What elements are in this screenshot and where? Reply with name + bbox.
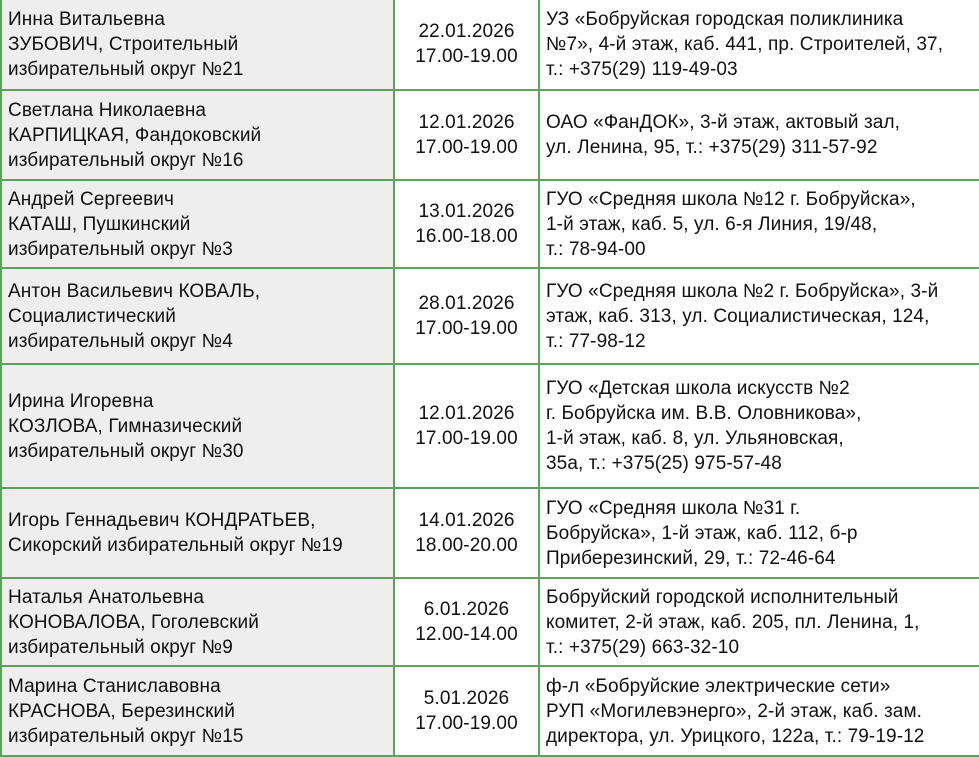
reception-date: 5.01.2026: [423, 688, 510, 709]
table-row: [1, 364, 979, 488]
location-cell: [539, 90, 979, 180]
name-line: Игорь Геннадьевич КОНДРАТЬЕВ,: [8, 510, 316, 531]
name-line: избирательный округ №9: [8, 636, 233, 658]
location-line: т.: 78-94-00: [546, 238, 646, 260]
name-line: Светлана Николаевна: [8, 99, 207, 121]
date-time-cell: [394, 268, 539, 364]
location-line: Приберезинский, 29, т.: 72-46-64: [546, 547, 836, 569]
date-time-cell: [394, 0, 539, 90]
location-line: ул. Ленина, 95, т.: +375(29) 311-57-92: [546, 137, 878, 158]
table-row: [1, 488, 979, 578]
location-line: ГУО «Детская школа искусств №2: [546, 378, 850, 399]
location-line: Бобруйска», 1-й этаж, каб. 112, б-р: [546, 522, 858, 544]
name-line: Наталья Анатольевна: [8, 586, 205, 608]
location-cell: [539, 268, 979, 364]
deputy-name-cell: [1, 180, 394, 268]
table-row: [1, 268, 979, 364]
location-line: комитет, 2-й этаж, каб. 205, пл. Ленина, 1,: [546, 611, 920, 633]
table-row: [1, 0, 979, 90]
reception-time: 17.00-19.00: [415, 137, 518, 158]
deputy-name-cell: [1, 0, 394, 90]
reception-time: 17.00-19.00: [415, 428, 518, 449]
location-line: УЗ «Бобруйская городская поликлиника: [546, 8, 904, 30]
location-line: №7», 4-й этаж, каб. 441, пр. Строителей, 37,: [546, 33, 944, 55]
location-line: Бобруйский городской исполнительный: [546, 586, 899, 608]
deputy-name-cell: [1, 364, 394, 488]
location-line: этаж, каб. 313, ул. Социалистическая, 124,: [546, 305, 930, 327]
location-cell: [539, 578, 979, 666]
name-line: Антон Васильевич КОВАЛЬ,: [8, 280, 261, 302]
date-time-cell: [394, 488, 539, 578]
location-line: 1-й этаж, каб. 5, ул. 6-я Линия, 19/48,: [546, 213, 878, 235]
name-line: избирательный округ №30: [8, 440, 244, 462]
location-line: 1-й этаж, каб. 8, ул. Ульяновская,: [546, 428, 844, 449]
name-line: КРАСНОВА, Березинский: [8, 700, 235, 722]
name-line: Ирина Игоревна: [8, 390, 154, 412]
location-cell: [539, 0, 979, 90]
name-line: избирательный округ №4: [8, 330, 233, 352]
deputy-name-cell: [1, 578, 394, 666]
deputy-name-cell: [1, 488, 394, 578]
location-line: 35а, т.: +375(25) 975-57-48: [546, 453, 782, 474]
date-time-cell: [394, 578, 539, 666]
reception-date: 14.01.2026: [418, 510, 515, 531]
name-line: КАТАШ, Пушкинский: [8, 213, 191, 235]
reception-time: 12.00-14.00: [415, 624, 518, 645]
table-row: [1, 666, 979, 756]
reception-time: 18.00-20.00: [415, 535, 518, 556]
reception-time: 16.00-18.00: [415, 226, 518, 247]
name-line: ЗУБОВИЧ, Строительный: [8, 33, 239, 55]
deputy-name-cell: [1, 666, 394, 756]
reception-time: 17.00-19.00: [415, 713, 518, 734]
location-line: ф-л «Бобруйские электрические сети»: [546, 675, 891, 697]
name-line: избирательный округ №15: [8, 725, 244, 747]
reception-date: 13.01.2026: [418, 201, 515, 222]
reception-time: 17.00-19.00: [415, 46, 518, 67]
reception-date: 28.01.2026: [418, 293, 515, 314]
name-line: КОНОВАЛОВА, Гоголевский: [8, 611, 259, 633]
location-line: ГУО «Средняя школа №2 г. Бобруйска», 3-й: [546, 280, 939, 302]
location-line: ГУО «Средняя школа №12 г. Бобруйска»,: [546, 188, 916, 210]
table-body: [1, 0, 979, 756]
location-line: РУП «Могилевэнерго», 2-й этаж, каб. зам.: [546, 700, 922, 722]
name-line: Марина Станиславовна: [8, 675, 221, 697]
name-line: КОЗЛОВА, Гимназический: [8, 415, 243, 437]
name-line: Инна Витальевна: [8, 8, 166, 30]
table-row: [1, 90, 979, 180]
table-row: [1, 578, 979, 666]
location-line: ОАО «ФанДОК», 3-й этаж, актовый зал,: [546, 112, 901, 133]
reception-date: 12.01.2026: [418, 403, 515, 424]
location-line: директора, ул. Урицкого, 122а, т.: 79-19-12: [546, 725, 925, 747]
location-cell: [539, 666, 979, 756]
date-time-cell: [394, 666, 539, 756]
reception-date: 12.01.2026: [418, 112, 515, 133]
table-row: [1, 180, 979, 268]
reception-date: 6.01.2026: [423, 599, 510, 620]
location-cell: [539, 488, 979, 578]
date-time-cell: [394, 180, 539, 268]
location-line: ГУО «Средняя школа №31 г.: [546, 497, 801, 519]
date-time-cell: [394, 90, 539, 180]
location-cell: [539, 364, 979, 488]
reception-date: 22.01.2026: [418, 21, 515, 42]
name-line: Андрей Сергеевич: [8, 188, 174, 210]
deputy-name-cell: [1, 90, 394, 180]
name-line: избирательный округ №3: [8, 238, 233, 260]
name-line: КАРПИЦКАЯ, Фандоковский: [8, 124, 262, 146]
date-time-cell: [394, 364, 539, 488]
reception-time: 17.00-19.00: [415, 318, 518, 339]
name-line: избирательный округ №21: [8, 58, 244, 80]
name-line: Социалистический: [8, 305, 176, 327]
name-line: избирательный округ №16: [8, 149, 244, 171]
location-cell: [539, 180, 979, 268]
location-line: т.: +375(29) 663-32-10: [546, 636, 740, 658]
location-line: г. Бобруйска им. В.В. Оловникова»,: [546, 403, 862, 424]
deputy-name-cell: [1, 268, 394, 364]
name-line: Сикорский избирательный округ №19: [8, 535, 343, 556]
location-line: т.: +375(29) 119-49-03: [546, 58, 738, 80]
location-line: т.: 77-98-12: [546, 330, 646, 352]
